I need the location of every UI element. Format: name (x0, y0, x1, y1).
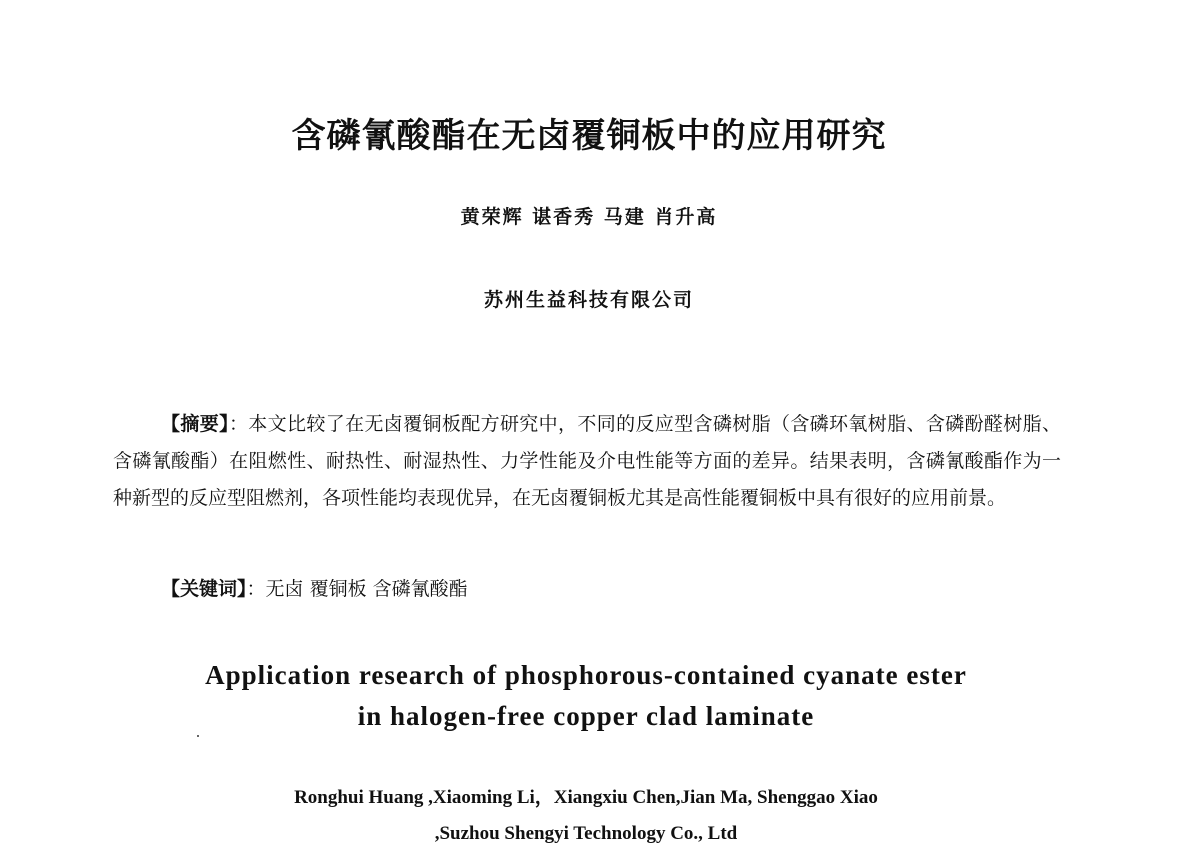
english-authors: Ronghui Huang ,Xiaoming Li，Xiangxiu Chen,Jian Ma, Shenggao Xiao (294, 787, 878, 808)
english-affiliation: ,Suzhou Shengyi Technology Co., Ltd (434, 823, 738, 844)
abstract-text: 本文比较了在无卤覆铜板配方研究中，不同的反应型含磷树脂（含磷环氧树脂、含磷酚醛树脂、含磷氰酸酯）在阻燃性、耐热性、耐湿热性、力学性能及介电性能等方面的差异。结果表明，含磷氰酸酯作为一种新型的反应型阻燃剂，各项性能均表现优异，在无卤覆铜板尤其是高性能覆铜板中具有很好的应用前景。 (113, 413, 1061, 509)
english-title (0, 655, 1172, 737)
keywords-text: 无卤 覆铜板 含磷氰酸酯 (265, 578, 468, 600)
keywords-line (161, 571, 1061, 608)
chinese-authors: 黄荣辉 谌香秀 马建 肖升高 (460, 206, 718, 228)
abstract-label: 【摘要】 (161, 413, 229, 435)
english-title-line-1: Application research of phosphorous-contained cyanate ester (205, 660, 967, 690)
abstract-separator: ： (228, 413, 249, 435)
scan-speck (197, 735, 199, 737)
chinese-affiliation: 苏州生益科技有限公司 (483, 289, 694, 311)
keywords-label: 【关键词】 (161, 578, 247, 600)
english-title-line-2: in halogen-free copper clad laminate (357, 701, 815, 731)
chinese-title: 含磷氰酸酯在无卤覆铜板中的应用研究 (291, 116, 887, 156)
keywords-separator: ： (246, 578, 266, 600)
abstract-paragraph (113, 406, 1061, 517)
